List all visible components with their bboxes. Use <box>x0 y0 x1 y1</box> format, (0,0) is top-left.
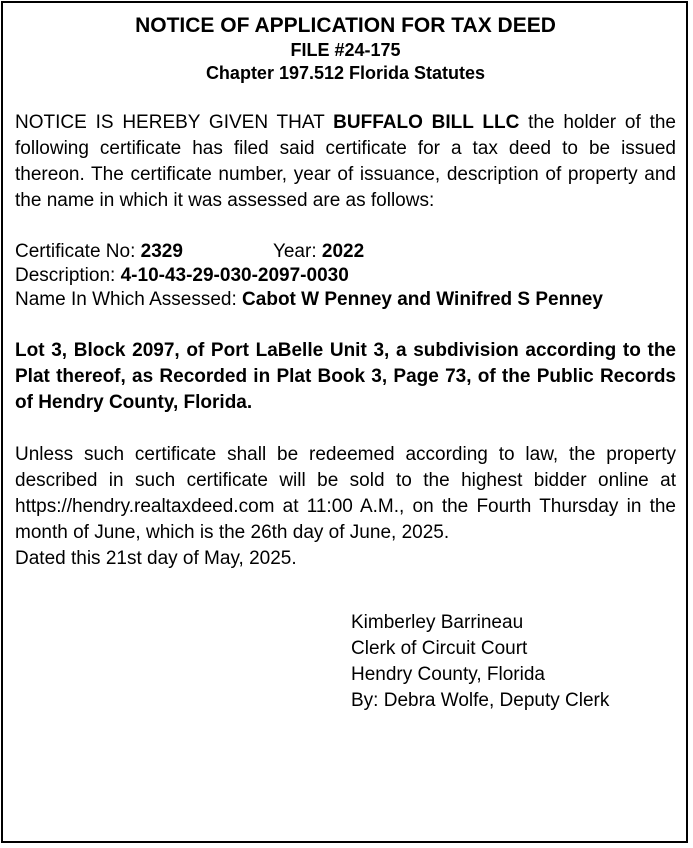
certificate-row <box>15 240 676 264</box>
certificate-details <box>15 240 676 312</box>
notice-header <box>15 13 676 85</box>
certificate-number-field <box>15 240 183 264</box>
tax-deed-notice <box>1 1 688 843</box>
signature-block <box>351 610 676 714</box>
intro-prefix: NOTICE IS HEREBY GIVEN THAT <box>15 112 334 133</box>
legal-description: Lot 3, Block 2097, of Port LaBelle Unit 3, a subdivision according to the Plat thereof, as Recorded in Plat Book 3, Page 73, of the Public Records of Hendry County, Florida. <box>15 340 676 413</box>
redemption-paragraph: Unless such certificate shall be redeemed according to law, the property described in such certificate will be sold to the highest bidder online at https://hendry.realtaxdeed.com at 11:00 A.M., on the Fourth Thursday in the month of June, which is the 26th day of June, 2025. <box>15 444 676 543</box>
assessed-row <box>15 288 676 312</box>
description-label: Description: <box>15 265 121 286</box>
file-number: FILE #24-175 <box>290 40 401 60</box>
certificate-holder: BUFFALO BILL LLC <box>333 112 520 133</box>
signer-title: Clerk of Circuit Court <box>351 638 528 659</box>
intro-paragraph <box>15 110 676 214</box>
signer-name: Kimberley Barrineau <box>351 612 524 633</box>
certificate-number: 2329 <box>140 241 183 262</box>
certificate-year: 2022 <box>321 241 365 262</box>
deputy-clerk-line: By: Debra Wolfe, Deputy Clerk <box>351 690 610 711</box>
statute-reference: Chapter 197.512 Florida Statutes <box>205 63 486 83</box>
certificate-year-label: Year: <box>272 241 322 262</box>
parcel-description: 4-10-43-29-030-2097-0030 <box>120 265 349 286</box>
notice-title: NOTICE OF APPLICATION FOR TAX DEED <box>135 14 556 37</box>
signer-county: Hendry County, Florida <box>351 664 545 685</box>
intro-suffix: the holder of the following certificate has filed said certificate for a tax deed to be issued thereon. The certificate number, year of issuance, description of property and the name in which it was assessed are as follows: <box>15 112 676 211</box>
certificate-number-label: Certificate No: <box>15 241 141 262</box>
dated-line: Dated this 21st day of May, 2025. <box>15 548 297 569</box>
assessed-name: Cabot W Penney and Winifred S Penney <box>242 289 603 310</box>
assessed-label: Name In Which Assessed: <box>15 289 243 310</box>
certificate-year-field <box>273 240 364 264</box>
description-row <box>15 264 676 288</box>
